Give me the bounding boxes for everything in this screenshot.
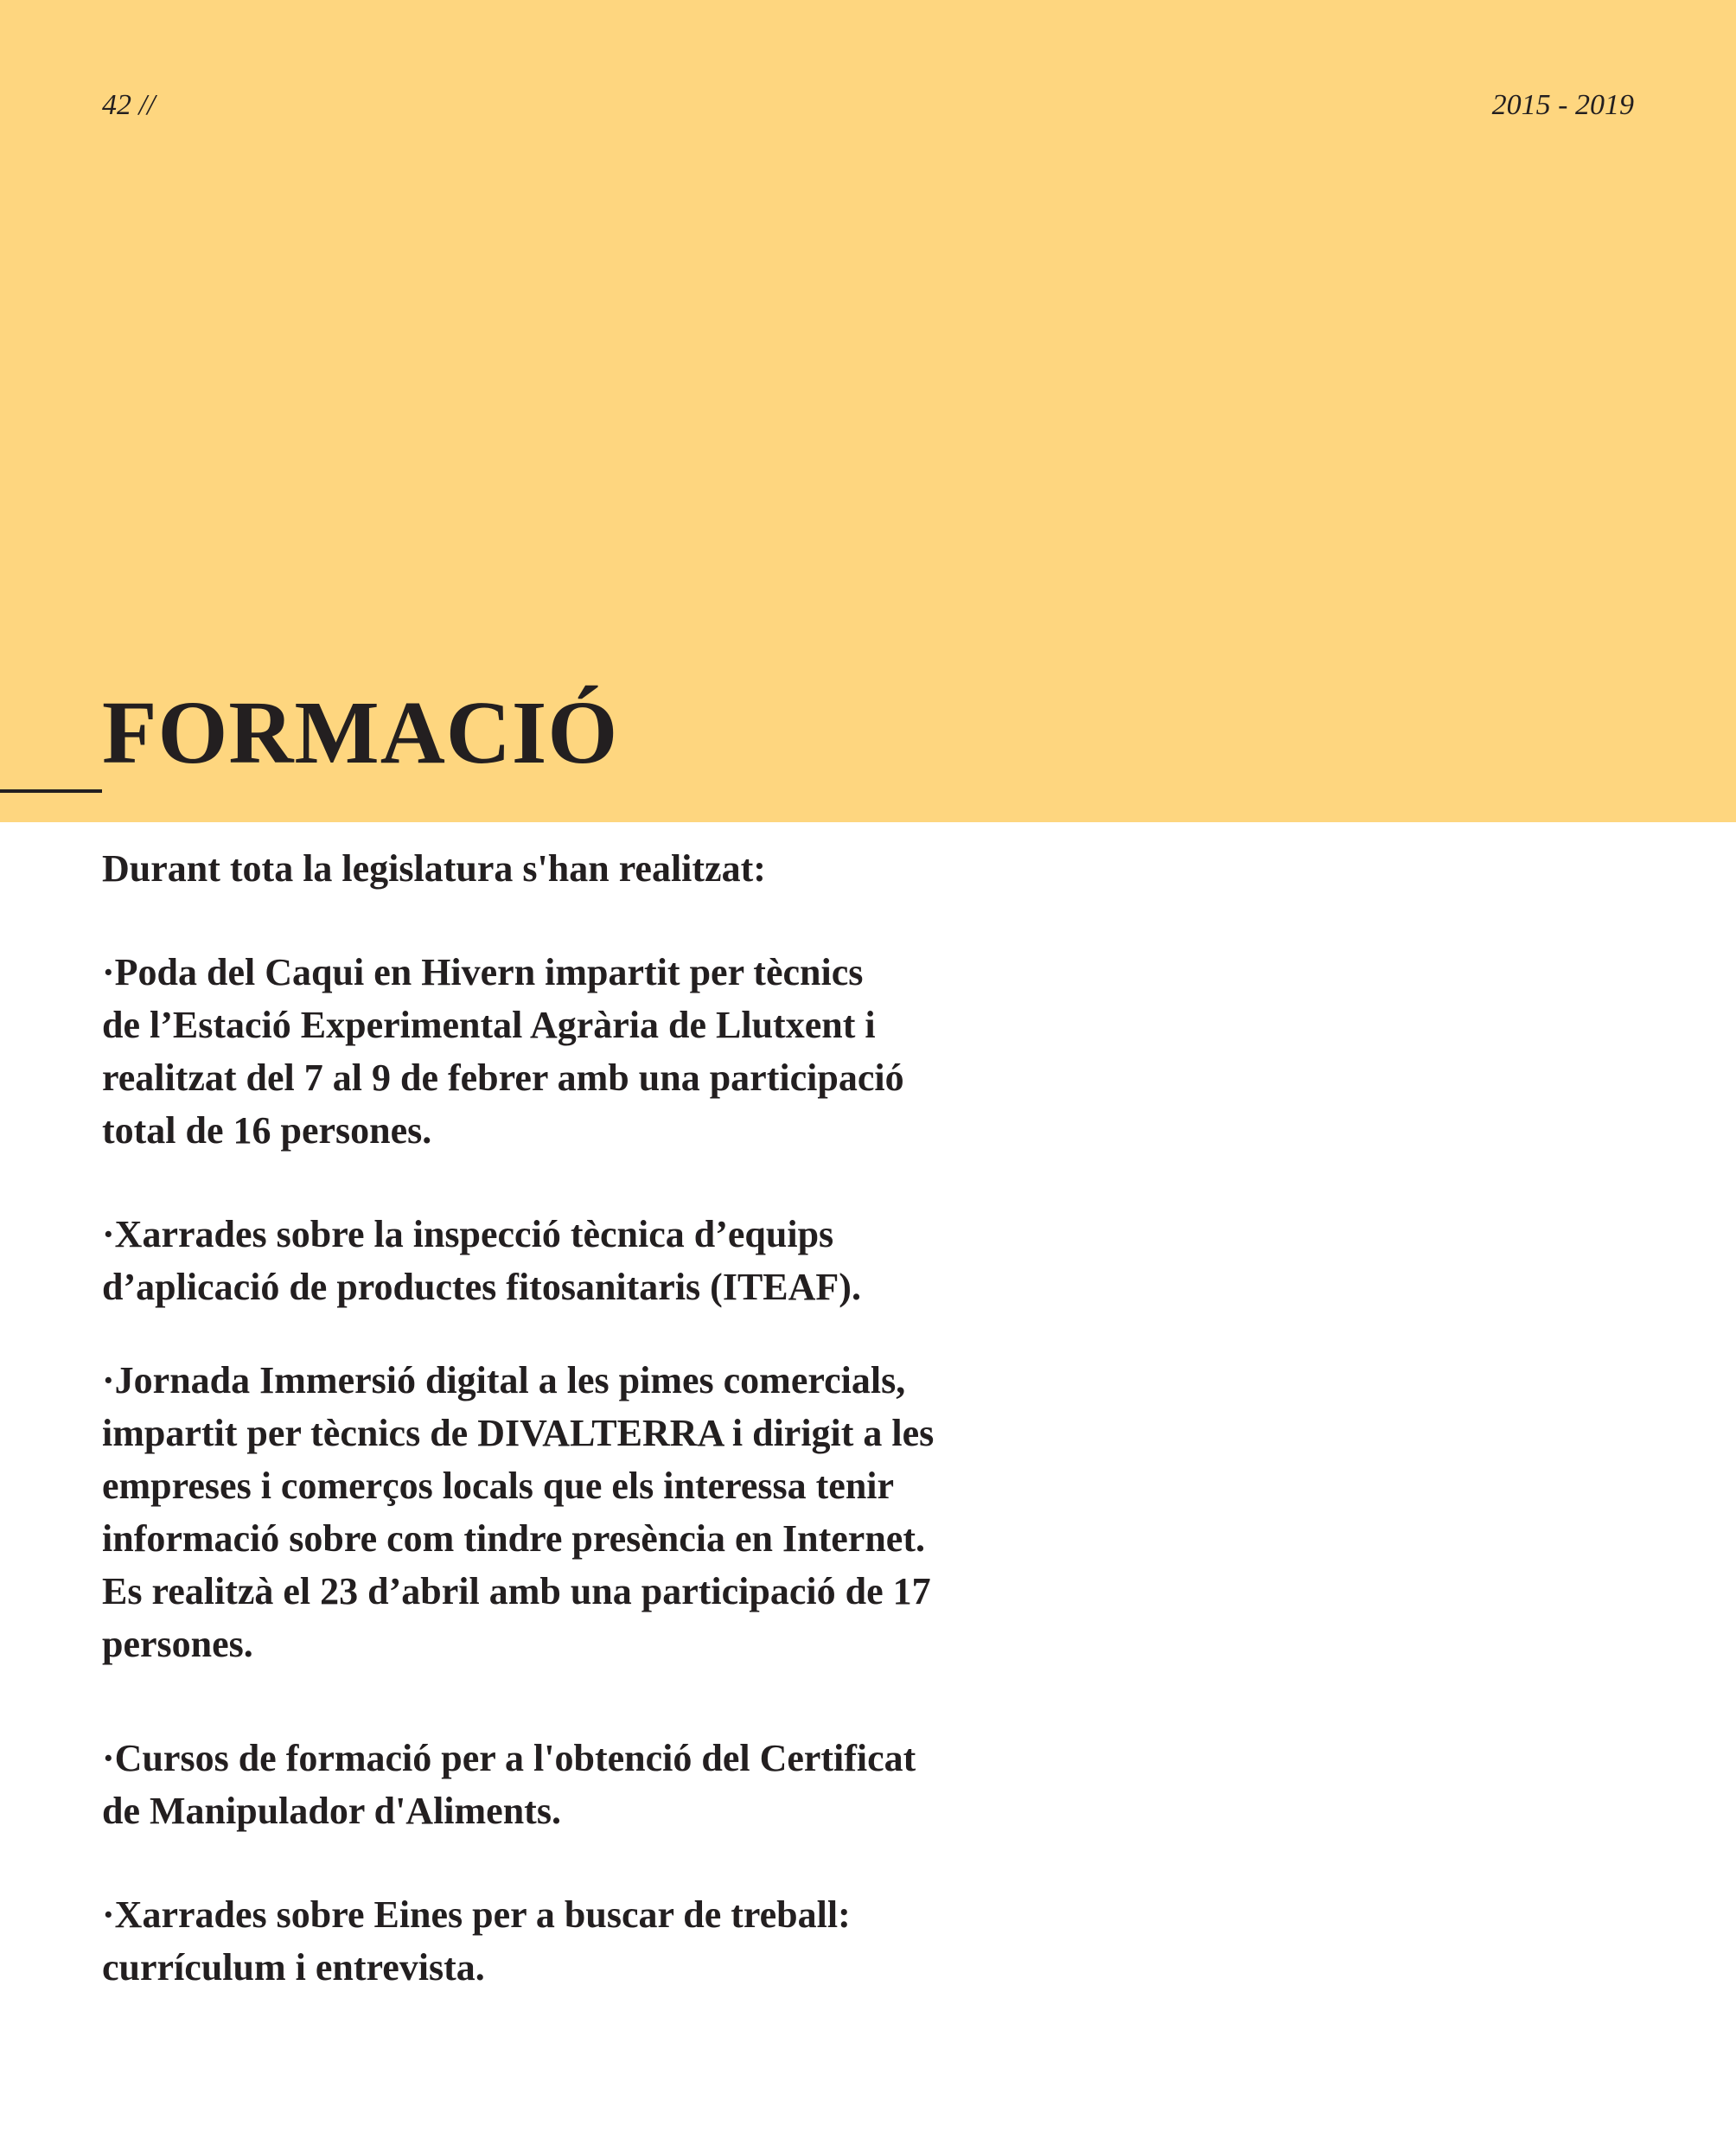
list-item-eines-treball [102,1888,1070,1994]
list-item-line: ·Xarrades sobre Eines per a buscar de treball: [102,1893,851,1936]
intro-text: Durant tota la legislatura s'han realitzat: [102,847,766,890]
list-item-line: impartit per tècnics de DIVALTERRA i dirigit a les [102,1412,935,1454]
content-body [102,842,1070,1994]
list-item-line: informació sobre com tindre presència en Internet. [102,1517,925,1560]
list-item-line: total de 16 persones. [102,1109,432,1152]
list-item-line: currículum i entrevista. [102,1946,485,1989]
list-item-line: de Manipulador d'Aliments. [102,1790,561,1832]
list-item-line: d’aplicació de productes fitosanitaris (ITEAF). [102,1266,861,1308]
list-item-line: Es realitzà el 23 d’abril amb una participació de 17 [102,1570,931,1612]
section-title: FORMACIÓ [102,683,619,782]
period-label: 2015 - 2019 [1491,89,1634,121]
list-item-manipulador [102,1732,1070,1837]
list-item-line: ·Jornada Immersió digital a les pimes comercials, [102,1359,906,1401]
list-item-line: ·Poda del Caqui en Hivern impartit per tècnics [102,951,864,993]
list-item-immersio-digital [102,1354,1070,1670]
list-item-line: ·Xarrades sobre la inspecció tècnica d’equips [102,1213,834,1255]
list-item-line: persones. [102,1623,253,1665]
page-number: 42 // [102,89,156,121]
list-item-line: empreses i comerços locals que els interessa tenir [102,1465,895,1507]
title-rule [0,789,102,793]
list-item-line: realitzat del 7 al 9 de febrer amb una participació [102,1057,904,1099]
list-item-line: ·Cursos de formació per a l'obtenció del Certificat [102,1737,916,1779]
list-item-poda [102,946,1070,1157]
list-item-iteaf [102,1208,1070,1313]
list-item-line: de l’Estació Experimental Agrària de Llutxent i [102,1004,876,1046]
